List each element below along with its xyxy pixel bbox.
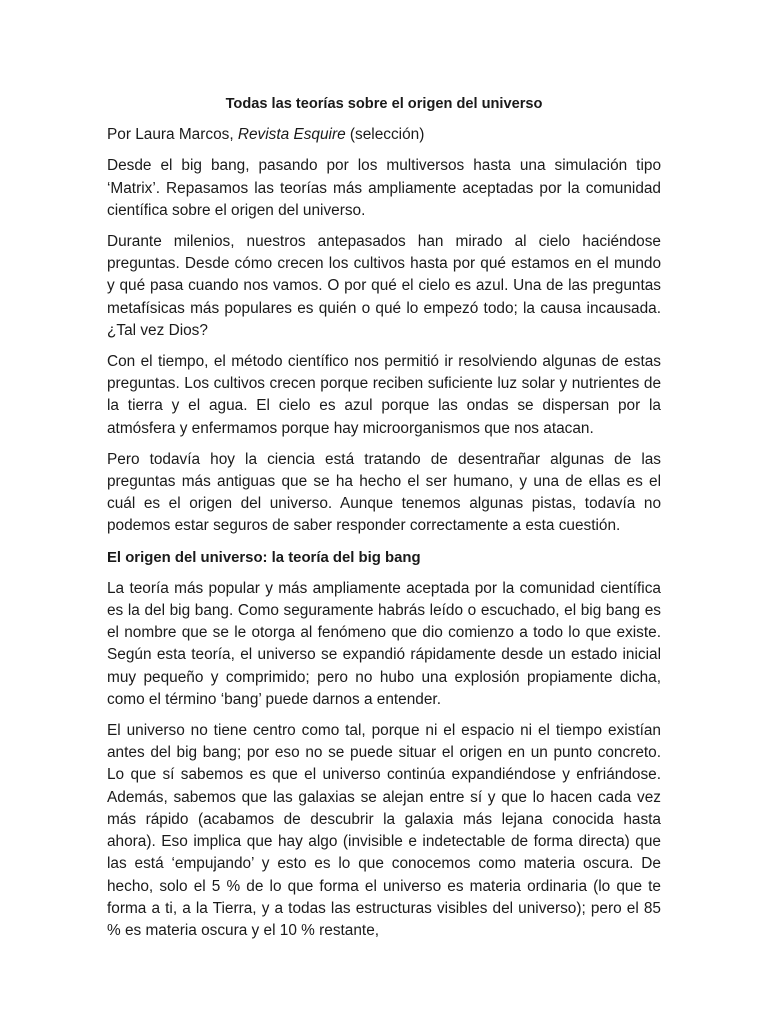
paragraph-section-2: El universo no tiene centro como tal, porque ni el espacio ni el tiempo existían antes del big bang; por eso no se puede situar el origen en un punto concreto. Lo que sí sabemos es que el universo continúa expandiéndose y enfriándose. Además, sabemos que las galaxias se alejan entre sí y que lo hacen cada vez más rápido (acabamos de descubrir la galaxia más lejana conocida hasta ahora). Eso implica que hay algo (invisible e indetectable de forma directa) que las está ‘empujando’ y esto es lo que conocemos como materia oscura. De hecho, solo el 5 % de lo que forma el universo es materia ordinaria (lo que te forma a ti, a la Tierra, y a todas las estructuras visibles del universo); pero el 85 % es materia oscura y el 10 % restante, — [107, 722, 661, 939]
section-heading: El origen del universo: la teoría del big bang — [107, 549, 421, 566]
document-body — [107, 93, 661, 951]
paragraph-section-1: La teoría más popular y más ampliamente aceptada por la comunidad científica es la del big bang. Como seguramente habrás leído o escuchado, el big bang es el nombre que se le otorga al fenómeno que dio comienzo a todo lo que existe. Según esta teoría, el universo se expandió rápidamente desde un estado inicial muy pequeño y comprimido; pero no hubo una explosión propiamente dicha, como el término ‘bang’ puede darnos a entender. — [107, 579, 661, 708]
byline-author: Por Laura Marcos, — [107, 126, 238, 144]
paragraph-intro-4: Pero todavía hoy la ciencia está tratando de desentrañar algunas de las preguntas más antiguas que se ha hecho el ser humano, y una de ellas es el cuál es el origen del universo. Aunque tenemos algunas pistas, todavía no podemos estar seguros de saber responder correctamente a esta cuestión. — [107, 450, 661, 535]
document-title: Todas las teorías sobre el origen del universo — [225, 96, 543, 112]
byline — [107, 124, 661, 146]
byline-magazine: Revista Esquire — [237, 126, 346, 144]
paragraph-intro-2: Durante milenios, nuestros antepasados han mirado al cielo haciéndose preguntas. Desde cómo crecen los cultivos hasta por qué estamos en el mundo y qué pasa cuando nos vamos. O por qué el cielo es azul. Una de las preguntas metafísicas más populares es quién o qué lo empezó todo; la causa incausada. ¿Tal vez Dios? — [107, 233, 661, 339]
paragraph-intro-1: Desde el big bang, pasando por los multiversos hasta una simulación tipo ‘Matrix’. Repasamos las teorías más ampliamente aceptadas por la comunidad científica sobre el origen del universo. — [107, 157, 661, 219]
byline-suffix: (selección) — [345, 126, 425, 144]
paragraph-intro-3: Con el tiempo, el método científico nos permitió ir resolviendo algunas de estas preguntas. Los cultivos crecen porque reciben suficiente luz solar y nutrientes de la tierra y el agua. El cielo es azul porque las ondas se dispersan por la atmósfera y enfermamos porque hay microorganismos que nos atacan. — [107, 353, 661, 437]
